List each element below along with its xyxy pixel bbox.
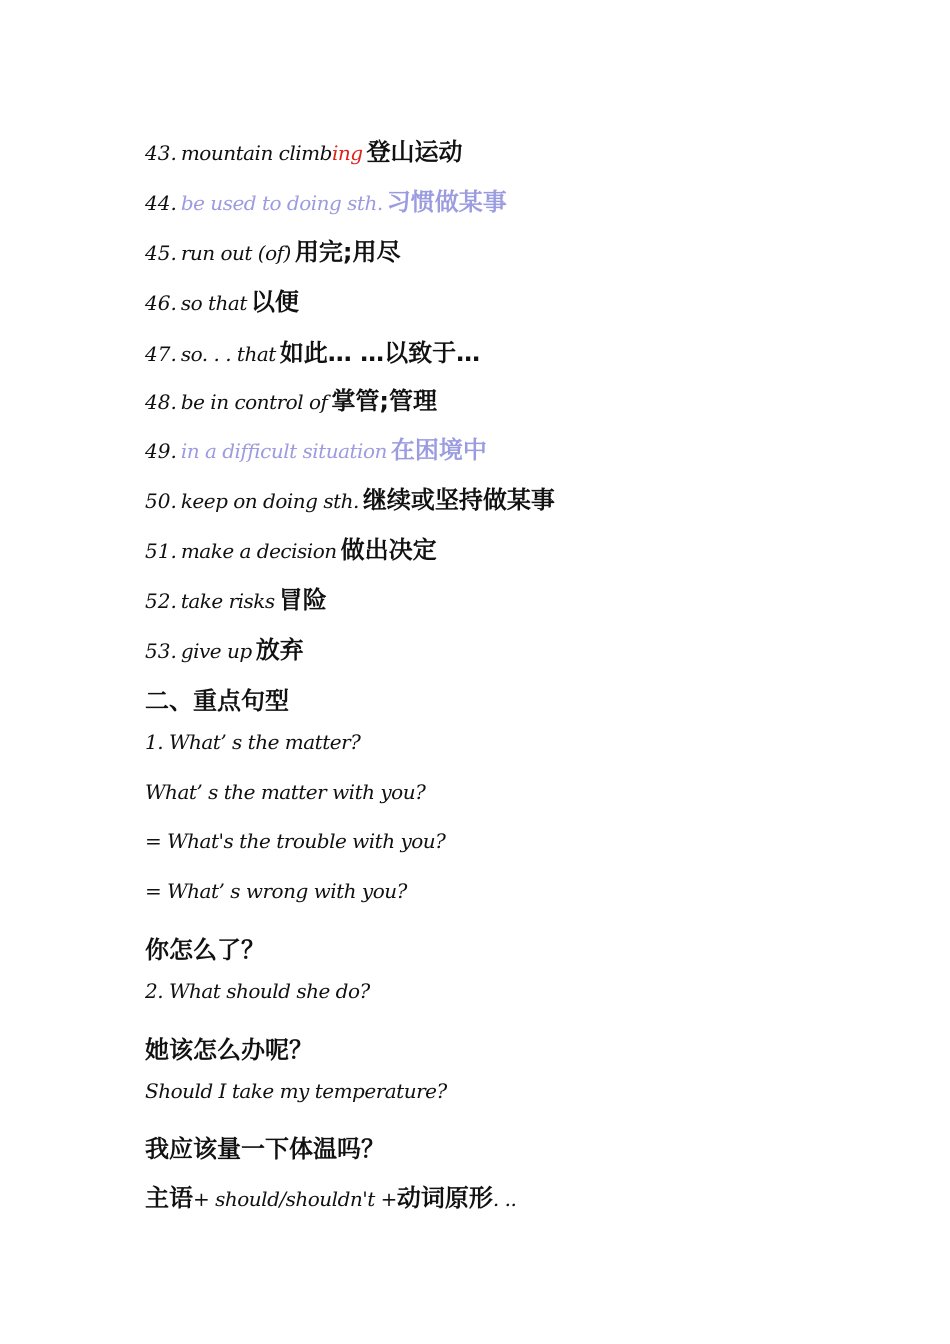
- vocab-item-45: [145, 232, 400, 267]
- sentence-4: = What’ s wrong with you?: [145, 879, 407, 903]
- vocab-english-suffix: ing: [331, 141, 363, 165]
- vocab-chinese: 冒险: [278, 586, 327, 614]
- vocab-item-50: [145, 480, 555, 515]
- sentence-7-translation: 她该怎么办呢？: [145, 1036, 313, 1064]
- vocab-number: 50.: [145, 489, 177, 513]
- vocab-item-43: [145, 132, 463, 167]
- pattern-modal: + should/shouldn't +: [193, 1187, 397, 1211]
- vocab-chinese: 习惯做某事: [386, 188, 507, 216]
- vocab-chinese: 放弃: [255, 636, 304, 664]
- vocab-english: mountain climb: [180, 141, 332, 165]
- sentence-8: Should I take my temperature?: [145, 1079, 447, 1103]
- vocab-chinese: 做出决定: [340, 536, 437, 564]
- vocab-chinese: 用完;用尽: [294, 238, 401, 266]
- sentence-1: 1. What’ s the matter?: [145, 730, 361, 754]
- sentence-9-translation: 我应该量一下体温吗？: [145, 1135, 385, 1163]
- vocab-number: 43.: [145, 141, 177, 165]
- vocab-english: make a decision: [180, 539, 337, 563]
- vocab-chinese: 以便: [250, 288, 299, 316]
- pattern-verb: 动词原形: [396, 1184, 493, 1212]
- vocab-english: run out (of): [180, 241, 291, 265]
- sentence-5-translation: 你怎么了？: [145, 936, 265, 964]
- vocab-english: take risks: [180, 589, 275, 613]
- vocab-chinese: 在困境中: [390, 436, 487, 464]
- vocab-item-53: [145, 630, 304, 665]
- vocab-number: 51.: [145, 539, 177, 563]
- pattern-ellipsis: . ..: [492, 1187, 517, 1211]
- vocab-english: in a difficult situation: [180, 439, 387, 463]
- grammar-pattern: [145, 1178, 516, 1213]
- section-title: 二、重点句型: [145, 687, 289, 715]
- sentence-6: 2. What should she do?: [145, 979, 370, 1003]
- vocab-english: give up: [180, 639, 252, 663]
- vocab-number: 45.: [145, 241, 177, 265]
- vocab-number: 52.: [145, 589, 177, 613]
- vocab-chinese: 如此… …以致于…: [279, 339, 481, 367]
- vocab-item-49: [145, 430, 487, 465]
- pattern-subject: 主语: [145, 1184, 193, 1212]
- vocab-item-47: [145, 333, 480, 368]
- vocab-item-52: [145, 580, 327, 615]
- sentence-2: What’ s the matter with you?: [145, 780, 426, 804]
- vocab-english: be in control of: [180, 390, 328, 414]
- vocab-english: so that: [180, 291, 247, 315]
- vocab-english: be used to doing sth.: [180, 191, 383, 215]
- sentence-3: = What's the trouble with you?: [145, 829, 446, 853]
- vocab-item-51: [145, 530, 437, 565]
- vocab-english: keep on doing sth.: [180, 489, 359, 513]
- vocab-number: 47.: [145, 342, 177, 366]
- vocab-number: 44.: [145, 191, 177, 215]
- vocab-item-48: [145, 381, 437, 416]
- vocab-number: 49.: [145, 439, 177, 463]
- vocab-chinese: 继续或坚持做某事: [362, 486, 555, 514]
- vocab-number: 53.: [145, 639, 177, 663]
- vocab-chinese: 登山运动: [366, 138, 463, 166]
- vocab-number: 48.: [145, 390, 177, 414]
- vocab-chinese: 掌管;管理: [331, 387, 438, 415]
- vocab-item-44: [145, 182, 507, 217]
- vocab-item-46: [145, 282, 299, 317]
- vocab-number: 46.: [145, 291, 177, 315]
- vocab-english: so. . . that: [180, 342, 276, 366]
